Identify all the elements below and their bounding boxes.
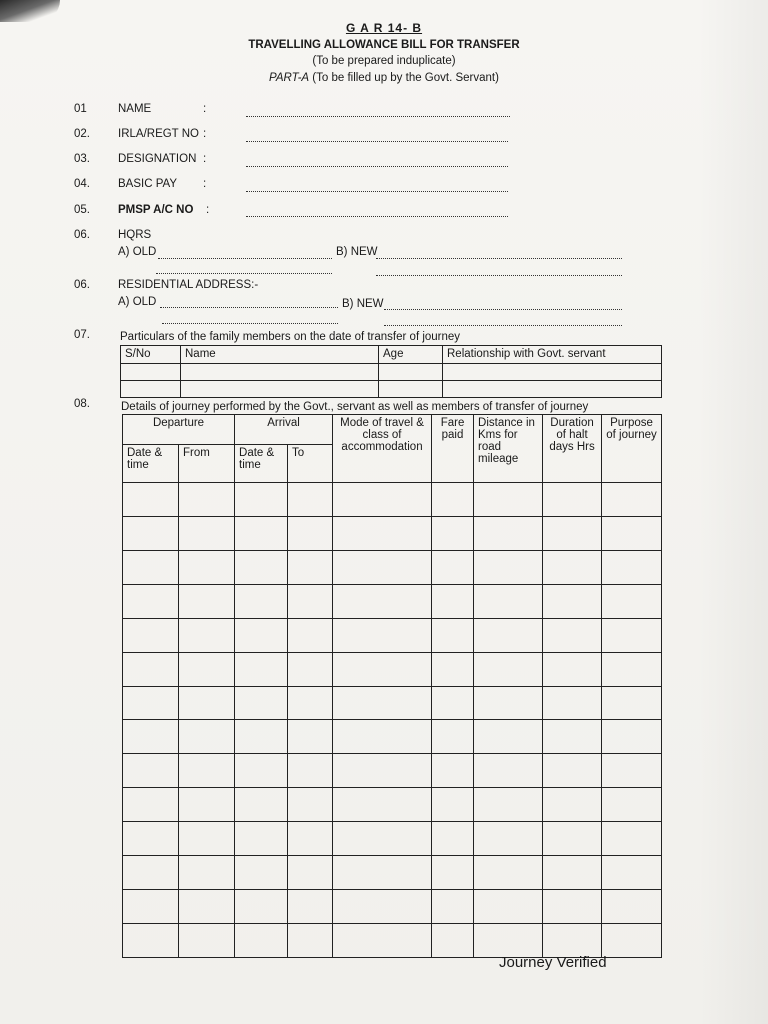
table-cell[interactable] — [432, 516, 474, 550]
table-cell[interactable] — [474, 720, 543, 754]
family-section-title: Particulars of the family members on the date of transfer of journey — [120, 331, 461, 343]
form-part-label — [0, 72, 768, 84]
family-row[interactable] — [121, 381, 662, 398]
table-cell[interactable] — [179, 618, 235, 652]
table-cell[interactable] — [288, 584, 333, 618]
table-cell[interactable] — [432, 923, 474, 957]
mode-of-travel-header: Mode of travel & class of accommodation — [333, 415, 432, 483]
table-cell[interactable] — [432, 856, 474, 890]
table-cell[interactable] — [543, 686, 602, 720]
table-cell[interactable] — [123, 822, 179, 856]
table-cell[interactable] — [543, 890, 602, 924]
table-cell[interactable] — [288, 788, 333, 822]
table-cell[interactable] — [333, 754, 432, 788]
table-cell[interactable] — [543, 923, 602, 957]
table-cell[interactable] — [179, 788, 235, 822]
purpose-header: Purpose of journey — [602, 415, 662, 483]
journey-row[interactable] — [123, 720, 662, 754]
name-field[interactable] — [246, 116, 510, 117]
col-relationship: Relationship with Govt. servant — [443, 346, 662, 364]
irla-regt-colon: : — [203, 128, 207, 140]
journey-header-row-1 — [123, 415, 662, 445]
table-cell[interactable] — [288, 923, 333, 957]
table-cell[interactable] — [123, 686, 179, 720]
table-cell[interactable] — [602, 483, 662, 517]
table-cell[interactable] — [379, 364, 443, 381]
col-sno: S/No — [121, 346, 181, 364]
table-cell[interactable] — [123, 720, 179, 754]
table-cell[interactable] — [474, 890, 543, 924]
journey-row[interactable] — [123, 652, 662, 686]
table-cell[interactable] — [474, 788, 543, 822]
fare-paid-header: Fare paid — [432, 415, 474, 483]
table-cell[interactable] — [474, 618, 543, 652]
table-cell[interactable] — [432, 652, 474, 686]
table-cell[interactable] — [602, 788, 662, 822]
form-title: TRAVELLING ALLOWANCE BILL FOR TRANSFER — [248, 39, 520, 51]
table-cell[interactable] — [179, 822, 235, 856]
field-number-04: 04. — [74, 178, 90, 190]
table-cell[interactable] — [432, 720, 474, 754]
journey-row[interactable] — [123, 890, 662, 924]
family-row[interactable] — [121, 364, 662, 381]
table-cell[interactable] — [179, 754, 235, 788]
table-cell[interactable] — [181, 381, 379, 398]
table-cell[interactable] — [443, 381, 662, 398]
table-cell[interactable] — [288, 618, 333, 652]
table-cell[interactable] — [432, 584, 474, 618]
arrival-date-header: Date & time — [235, 445, 288, 483]
pmsp-ac-field[interactable] — [246, 216, 508, 217]
table-cell[interactable] — [235, 720, 288, 754]
table-cell[interactable] — [123, 584, 179, 618]
journey-verified-note: Journey Verified — [499, 954, 607, 971]
col-age: Age — [379, 346, 443, 364]
field-number-03: 03. — [74, 153, 90, 165]
table-cell[interactable] — [235, 890, 288, 924]
table-cell[interactable] — [181, 364, 379, 381]
table-cell[interactable] — [474, 686, 543, 720]
distance-header: Distance in Kms for road mileage — [474, 415, 543, 483]
table-cell[interactable] — [543, 618, 602, 652]
journey-row[interactable] — [123, 923, 662, 957]
field-number-05: 05. — [74, 204, 90, 216]
journey-details-table — [122, 414, 662, 958]
table-cell[interactable] — [179, 483, 235, 517]
table-cell[interactable] — [543, 516, 602, 550]
table-cell[interactable] — [474, 822, 543, 856]
irla-regt-label: IRLA/REGT NO — [118, 128, 199, 140]
journey-section-title: Details of journey performed by the Govt., servant as well as members of transfer of journey — [121, 401, 589, 413]
table-cell[interactable] — [602, 856, 662, 890]
hqrs-label: HQRS — [118, 229, 152, 241]
journey-row[interactable] — [123, 856, 662, 890]
table-cell[interactable] — [333, 516, 432, 550]
table-cell[interactable] — [235, 686, 288, 720]
journey-row[interactable] — [123, 550, 662, 584]
departure-date-header: Date & time — [123, 445, 179, 483]
irla-regt-field[interactable] — [246, 141, 508, 142]
table-cell[interactable] — [179, 720, 235, 754]
table-cell[interactable] — [235, 516, 288, 550]
pmsp-ac-label: PMSP A/C NO — [118, 204, 194, 216]
designation-label: DESIGNATION — [118, 153, 197, 165]
table-cell[interactable] — [443, 364, 662, 381]
table-cell[interactable] — [543, 720, 602, 754]
table-cell[interactable] — [333, 686, 432, 720]
journey-row[interactable] — [123, 516, 662, 550]
page-edge-shade — [698, 0, 768, 1024]
table-cell[interactable] — [432, 822, 474, 856]
arrival-to-header: To — [288, 445, 333, 483]
part-instruction: (To be filled up by the Govt. Servant) — [309, 72, 499, 84]
table-cell[interactable] — [123, 788, 179, 822]
table-cell[interactable] — [179, 856, 235, 890]
table-cell[interactable] — [333, 652, 432, 686]
table-cell[interactable] — [288, 483, 333, 517]
table-cell[interactable] — [602, 890, 662, 924]
table-cell[interactable] — [123, 856, 179, 890]
table-cell[interactable] — [179, 516, 235, 550]
hqrs-new-field-line2[interactable] — [376, 275, 622, 276]
table-cell[interactable] — [432, 550, 474, 584]
table-cell[interactable] — [333, 923, 432, 957]
residential-address-label: RESIDENTIAL ADDRESS:- — [118, 279, 259, 291]
table-cell[interactable] — [288, 822, 333, 856]
table-cell[interactable] — [288, 550, 333, 584]
address-new-field[interactable] — [384, 309, 622, 310]
journey-row[interactable] — [123, 584, 662, 618]
table-cell[interactable] — [602, 720, 662, 754]
journey-row[interactable] — [123, 483, 662, 517]
table-cell[interactable] — [333, 618, 432, 652]
table-cell[interactable] — [179, 923, 235, 957]
table-cell[interactable] — [602, 550, 662, 584]
table-cell[interactable] — [602, 686, 662, 720]
table-cell[interactable] — [288, 516, 333, 550]
table-cell[interactable] — [179, 890, 235, 924]
basic-pay-label: BASIC PAY — [118, 178, 178, 190]
table-cell[interactable] — [543, 652, 602, 686]
table-cell[interactable] — [543, 822, 602, 856]
journey-row[interactable] — [123, 686, 662, 720]
table-cell[interactable] — [602, 652, 662, 686]
table-cell[interactable] — [235, 923, 288, 957]
table-cell[interactable] — [474, 754, 543, 788]
table-cell[interactable] — [288, 890, 333, 924]
table-cell[interactable] — [543, 584, 602, 618]
table-cell[interactable] — [543, 550, 602, 584]
address-old-field[interactable] — [160, 307, 338, 308]
arrival-header: Arrival — [235, 415, 333, 445]
basic-pay-field[interactable] — [246, 191, 508, 192]
table-cell[interactable] — [121, 364, 181, 381]
table-cell[interactable] — [179, 550, 235, 584]
hqrs-new-label: B) NEW — [336, 246, 378, 258]
table-cell[interactable] — [602, 822, 662, 856]
form-subtitle: (To be prepared induplicate) — [312, 55, 456, 67]
designation-colon: : — [203, 153, 207, 165]
col-name: Name — [181, 346, 379, 364]
table-cell[interactable] — [288, 720, 333, 754]
table-cell[interactable] — [288, 856, 333, 890]
table-cell[interactable] — [123, 923, 179, 957]
basic-pay-colon: : — [203, 178, 207, 190]
table-cell[interactable] — [432, 788, 474, 822]
table-cell[interactable] — [333, 890, 432, 924]
halt-duration-header: Duration of halt days Hrs — [543, 415, 602, 483]
table-cell[interactable] — [602, 584, 662, 618]
address-old-field-line2[interactable] — [162, 323, 338, 324]
table-cell[interactable] — [235, 822, 288, 856]
table-cell[interactable] — [123, 516, 179, 550]
table-cell[interactable] — [235, 584, 288, 618]
table-cell[interactable] — [602, 618, 662, 652]
table-cell[interactable] — [288, 652, 333, 686]
table-cell[interactable] — [474, 516, 543, 550]
table-cell[interactable] — [474, 584, 543, 618]
pmsp-ac-colon: : — [206, 204, 210, 216]
table-cell[interactable] — [543, 856, 602, 890]
table-cell[interactable] — [474, 856, 543, 890]
hqrs-old-field-line2[interactable] — [156, 273, 332, 274]
address-old-label: A) OLD — [118, 296, 157, 308]
table-cell[interactable] — [432, 890, 474, 924]
journey-row[interactable] — [123, 618, 662, 652]
table-cell[interactable] — [123, 652, 179, 686]
table-cell[interactable] — [333, 822, 432, 856]
table-cell[interactable] — [123, 483, 179, 517]
table-cell[interactable] — [235, 652, 288, 686]
departure-from-header: From — [179, 445, 235, 483]
table-cell[interactable] — [123, 618, 179, 652]
table-cell[interactable] — [179, 652, 235, 686]
table-cell[interactable] — [123, 754, 179, 788]
table-cell[interactable] — [288, 754, 333, 788]
hqrs-new-field[interactable] — [376, 258, 622, 259]
table-cell[interactable] — [432, 618, 474, 652]
table-cell[interactable] — [235, 754, 288, 788]
table-cell[interactable] — [121, 381, 181, 398]
table-cell[interactable] — [432, 483, 474, 517]
table-cell[interactable] — [235, 856, 288, 890]
field-number-08: 08. — [74, 398, 90, 410]
table-cell[interactable] — [543, 483, 602, 517]
address-new-field-line2[interactable] — [384, 325, 622, 326]
field-number-07: 07. — [74, 329, 90, 341]
table-cell[interactable] — [333, 550, 432, 584]
part-prefix: PART-A — [269, 72, 310, 84]
table-cell[interactable] — [333, 483, 432, 517]
table-cell[interactable] — [432, 686, 474, 720]
hqrs-old-label: A) OLD — [118, 246, 157, 258]
table-cell[interactable] — [123, 550, 179, 584]
field-number-06-address: 06. — [74, 279, 90, 291]
designation-field[interactable] — [246, 166, 508, 167]
table-cell[interactable] — [235, 550, 288, 584]
table-cell[interactable] — [379, 381, 443, 398]
family-members-table — [120, 345, 662, 398]
field-number-06-hqrs: 06. — [74, 229, 90, 241]
table-cell[interactable] — [333, 584, 432, 618]
table-cell[interactable] — [474, 483, 543, 517]
hqrs-old-field[interactable] — [158, 258, 332, 259]
table-cell[interactable] — [333, 788, 432, 822]
table-cell[interactable] — [602, 754, 662, 788]
table-cell[interactable] — [432, 754, 474, 788]
table-cell[interactable] — [543, 788, 602, 822]
table-cell[interactable] — [123, 890, 179, 924]
table-cell[interactable] — [474, 652, 543, 686]
table-cell[interactable] — [235, 788, 288, 822]
journey-row[interactable] — [123, 788, 662, 822]
field-number-02: 02. — [74, 128, 90, 140]
address-new-label: B) NEW — [342, 298, 384, 310]
table-cell[interactable] — [602, 923, 662, 957]
table-cell[interactable] — [333, 856, 432, 890]
table-cell[interactable] — [602, 516, 662, 550]
name-colon: : — [203, 103, 207, 115]
table-cell[interactable] — [474, 923, 543, 957]
family-header-row — [121, 346, 662, 364]
journey-row[interactable] — [123, 754, 662, 788]
table-cell[interactable] — [235, 618, 288, 652]
table-cell[interactable] — [179, 584, 235, 618]
table-cell[interactable] — [288, 686, 333, 720]
table-cell[interactable] — [543, 754, 602, 788]
table-cell[interactable] — [235, 483, 288, 517]
table-cell[interactable] — [474, 550, 543, 584]
field-number-01: 01 — [74, 103, 87, 115]
table-cell[interactable] — [333, 720, 432, 754]
name-label: NAME — [118, 103, 152, 115]
departure-header: Departure — [123, 415, 235, 445]
journey-row[interactable] — [123, 822, 662, 856]
table-cell[interactable] — [179, 686, 235, 720]
form-code: G A R 14- B — [345, 21, 423, 35]
